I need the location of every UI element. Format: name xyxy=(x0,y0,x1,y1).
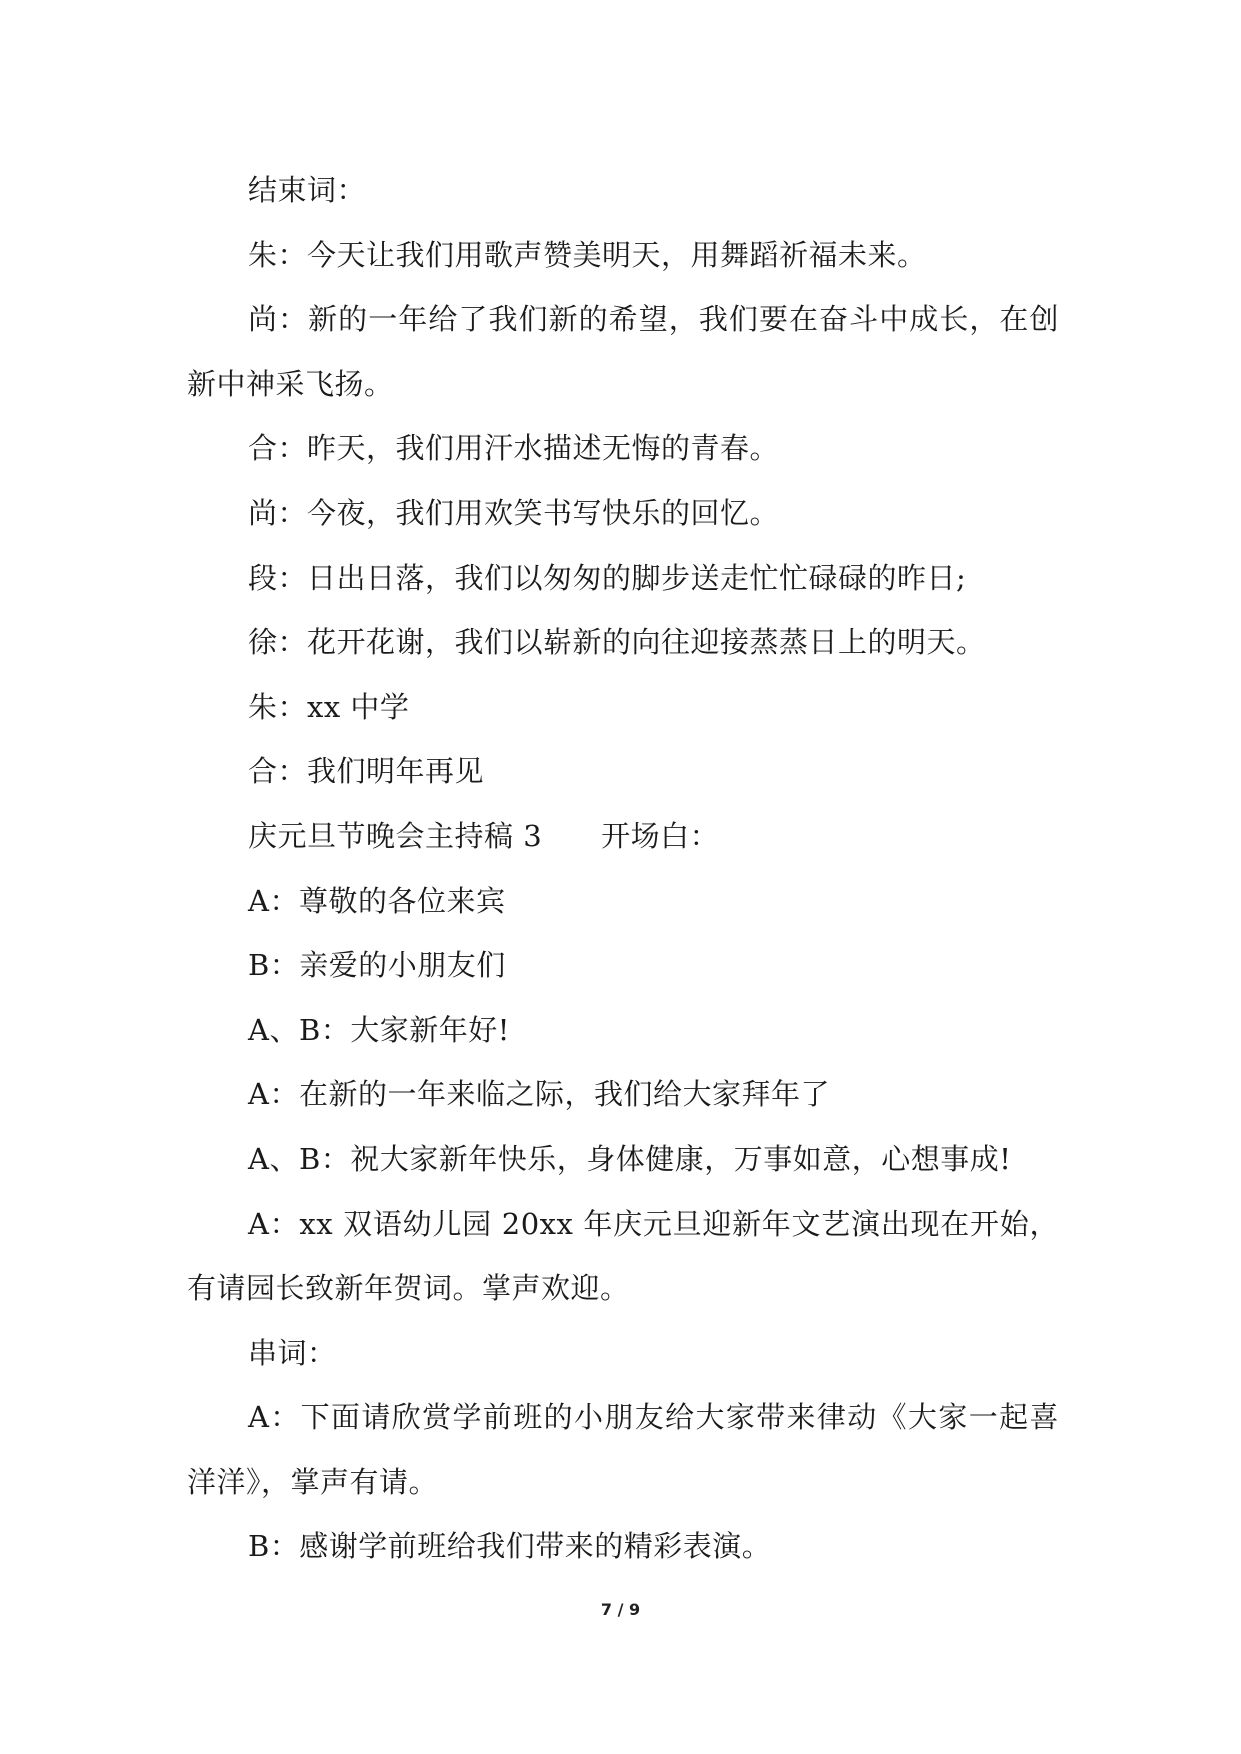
page-number: 7 / 9 xyxy=(600,1600,641,1619)
paragraph: A：下面请欣赏学前班的小朋友给大家带来律动《大家一起喜洋洋》，掌声有请。 xyxy=(187,1400,1059,1499)
paragraph: 结束词： xyxy=(248,173,367,207)
paragraph: 合：昨天，我们用汗水描述无悔的青春。 xyxy=(248,431,780,466)
paragraph: A：在新的一年来临之际，我们给大家拜年了 xyxy=(248,1077,830,1112)
paragraph: A、B：祝大家新年快乐，身体健康，万事如意，心想事成! xyxy=(248,1141,1012,1176)
paragraph: A：xx 双语幼儿园 20xx 年庆元旦迎新年文艺演出现在开始，有请园长致新年贺词。掌声欢迎。 xyxy=(187,1206,1059,1306)
paragraph: B：亲爱的小朋友们 xyxy=(248,948,506,983)
paragraph: 朱：xx 中学 xyxy=(248,689,410,724)
document-body xyxy=(187,158,1059,1579)
paragraph: 尚：今夜，我们用欢笑书写快乐的回忆。 xyxy=(248,495,780,530)
paragraph: 串词： xyxy=(248,1335,337,1370)
paragraph: 段：日出日落，我们以匆匆的脚步送走忙忙碌碌的昨日; xyxy=(248,560,967,595)
paragraph: 朱：今天让我们用歌声赞美明天，用舞蹈祈福未来。 xyxy=(248,237,927,272)
paragraph: 尚：新的一年给了我们新的希望，我们要在奋斗中成长，在创新中神采飞扬。 xyxy=(187,302,1059,401)
paragraph: 徐：花开花谢，我们以崭新的向往迎接蒸蒸日上的明天。 xyxy=(248,625,986,660)
paragraph: A、B：大家新年好! xyxy=(248,1012,510,1047)
paragraph: 合：我们明年再见 xyxy=(248,754,485,789)
paragraph: 庆元旦节晚会主持稿 3 开场白： xyxy=(248,818,720,853)
paragraph: B：感谢学前班给我们带来的精彩表演。 xyxy=(248,1529,772,1564)
paragraph: A：尊敬的各位来宾 xyxy=(248,883,506,918)
